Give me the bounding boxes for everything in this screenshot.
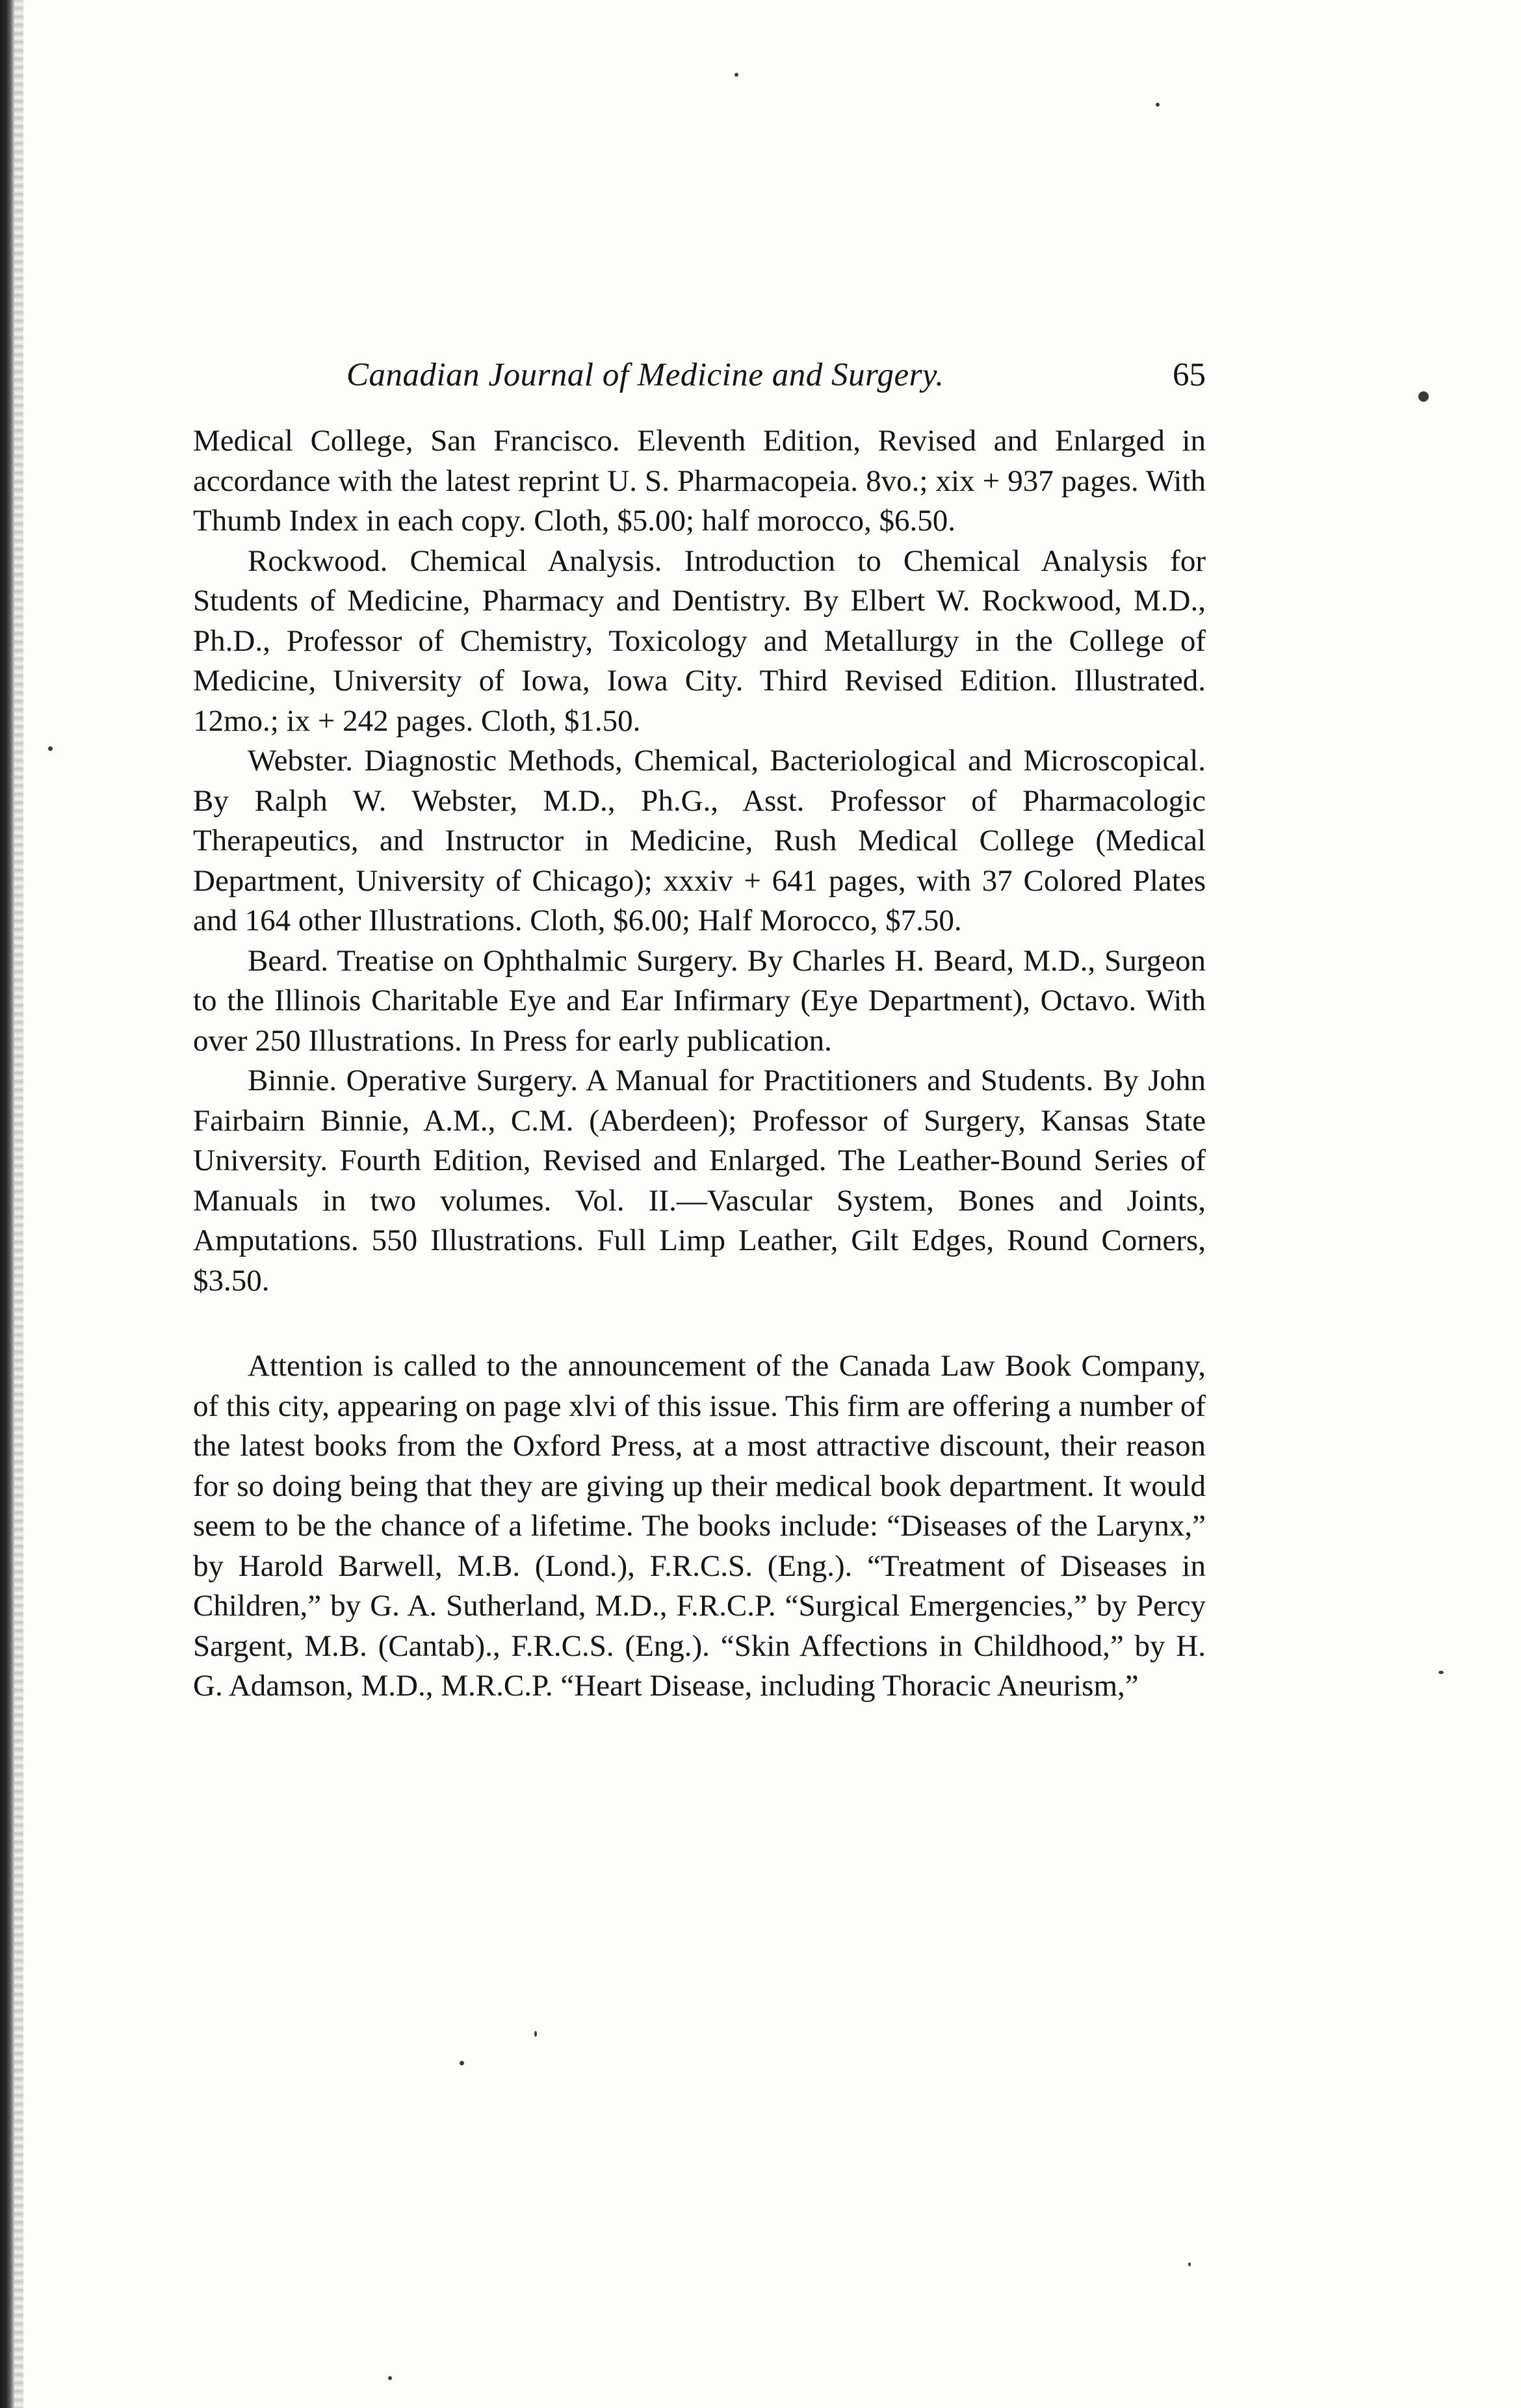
- running-title: Canadian Journal of Medicine and Surgery.: [346, 357, 944, 393]
- announcement: [193, 1346, 1206, 1707]
- binding-edge: [0, 0, 14, 2408]
- book-entry: Medical College, San Francisco. Eleventh Edition, Revised and Enlarged in accordance with the latest reprint U. S. Pharmacopeia. 8vo.; xix + 937 pages. With Thumb Index in each copy. Cloth, $5.00; half morocco, $6.50.: [193, 424, 1206, 538]
- speck: [1156, 103, 1160, 107]
- book-entry: Webster. Diagnostic Methods, Chemical, Bacteriological and Microscopical. By Ralph W. Webster, M.D., Ph.G., Asst. Professor of Pharmacologic Therapeutics, and Instructor in Medicine, Rush Medical College (Medical Department, University of Chicago); xxxiv + 641 pages, with 37 Colored Plates and 164 other Illustrations. Cloth, $6.00; Half Morocco, $7.50.: [193, 744, 1206, 937]
- book-entry: Rockwood. Chemical Analysis. Introduction to Chemical Analysis for Students of Medicine, Pharmacy and Dentistry. By Elbert W. Rockwood, M.D., Ph.D., Professor of Chemistry, Toxicology and Metallurgy in the College of Medicine, University of Iowa, Iowa City. Third Revised Edition. Illustrated. 12mo.; ix + 242 pages. Cloth, $1.50.: [193, 543, 1206, 738]
- speck: [388, 2376, 392, 2380]
- speck: [48, 746, 53, 751]
- book-entry: Binnie. Operative Surgery. A Manual for Practitioners and Students. By John Fairbairn Binnie, A.M., C.M. (Aberdeen); Professor of Surgery, Kansas State University. Fourth Edition, Revised and Enlarged. The Leather-Bound Series of Manuals in two volumes. Vol. II.—Vascular System, Bones and Joints, Amputations. 550 Illustrations. Full Limp Leather, Gilt Edges, Round Corners, $3.50.: [193, 1064, 1206, 1298]
- book-list: [193, 421, 1206, 1301]
- book-entry: Beard. Treatise on Ophthalmic Surgery. By Charles H. Beard, M.D., Surgeon to the Illinois Charitable Eye and Ear Infirmary (Eye Department), Octavo. With over 250 Illustrations. In Press for early publication.: [193, 943, 1206, 1058]
- speck: [1438, 1671, 1444, 1674]
- speck: [534, 2031, 537, 2037]
- page-number: 65: [1173, 357, 1206, 393]
- announcement-paragraph: Attention is called to the announcement of the Canada Law Book Company, of this city, appearing on page xlvi of this issue. This firm are offering a number of the latest books from the Oxford Press, at a most attractive discount, their reason for so doing being that they are giving up their medical book department. It would seem to be the chance of a lifetime. The books include: “Diseases of the Larynx,” by Harold Barwell, M.B. (Lond.), F.R.C.S. (Eng.). “Treatment of Diseases in Children,” by G. A. Sutherland, M.D., F.R.C.P. “Surgical Emergencies,” by Percy Sargent, M.B. (Cantab)., F.R.C.S. (Eng.). “Skin Affections in Childhood,” by H. G. Adamson, M.D., M.R.C.P. “Heart Disease, including Thoracic Aneurism,”: [193, 1349, 1206, 1703]
- speck: [1418, 391, 1429, 402]
- speck: [734, 73, 738, 77]
- speck: [1188, 2262, 1191, 2266]
- running-header: [193, 356, 1206, 411]
- page: [193, 356, 1206, 1707]
- speck: [460, 2061, 464, 2065]
